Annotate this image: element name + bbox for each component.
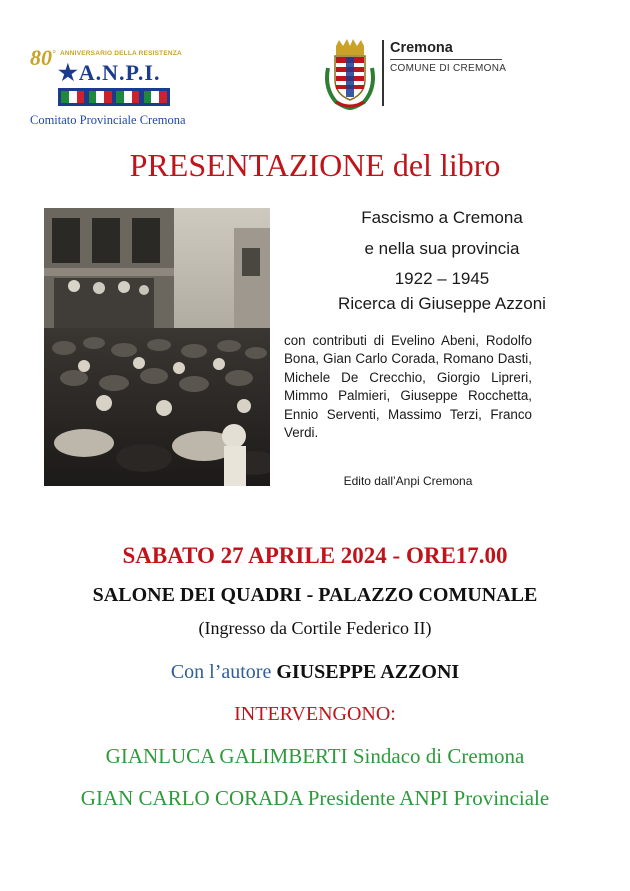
- author-name: GIUSEPPE AZZONI: [276, 661, 460, 683]
- book-years: 1922 – 1945: [394, 269, 490, 288]
- event-entrance: (Ingresso da Cortile Federico II): [198, 618, 432, 638]
- book-edited-by: Edito dall’Anpi Cremona: [343, 474, 473, 488]
- anpi-logo: [30, 45, 220, 130]
- author-line: [0, 661, 630, 684]
- book-title-line-2: e nella sua provincia: [364, 239, 520, 258]
- book-contributors: con contributi di Evelino Abeni, Rodolfo Bona, Gian Carlo Corada, Romano Dasti, Michele De Crecchio, Giorgio Lipreri, Mimmo Palmieri, Giuseppe Rocchetta, Ennio Serventi, Massimo Terzi, Franco Verdi.: [284, 333, 532, 441]
- anniversary-number: 80°: [30, 45, 56, 70]
- book-research: Ricerca di Giuseppe Azzoni: [338, 294, 546, 313]
- interventions-label: INTERVENGONO:: [234, 703, 396, 725]
- author-prefix: Con l’autore: [170, 661, 277, 683]
- anpi-committee: Comitato Provinciale Cremona: [30, 113, 186, 127]
- event-venue: SALONE DEI QUADRI - PALAZZO COMUNALE: [92, 584, 538, 606]
- comune-subtitle: COMUNE DI CREMONA: [390, 63, 507, 74]
- cremona-crest-icon: [322, 38, 378, 110]
- historical-crowd-photo: [44, 208, 270, 486]
- poster-title: PRESENTAZIONE del libro: [129, 147, 501, 183]
- anpi-flags-icon: [58, 88, 170, 106]
- book-title-line-1: Fascismo a Cremona: [361, 208, 523, 227]
- comune-logo: [322, 38, 512, 113]
- anniversary-text: ANNIVERSARIO DELLA RESISTENZA: [60, 50, 182, 57]
- logo-divider: [382, 40, 384, 106]
- speaker-2: GIAN CARLO CORADA Presidente ANPI Provinciale: [80, 786, 550, 810]
- comune-city: Cremona: [390, 40, 453, 56]
- speaker-1: GIANLUCA GALIMBERTI Sindaco di Cremona: [105, 744, 525, 768]
- anpi-name: ★A.N.P.I.: [58, 60, 161, 85]
- event-date-time: SABATO 27 APRILE 2024 - ORE17.00: [122, 543, 508, 568]
- comune-rule: [390, 59, 502, 60]
